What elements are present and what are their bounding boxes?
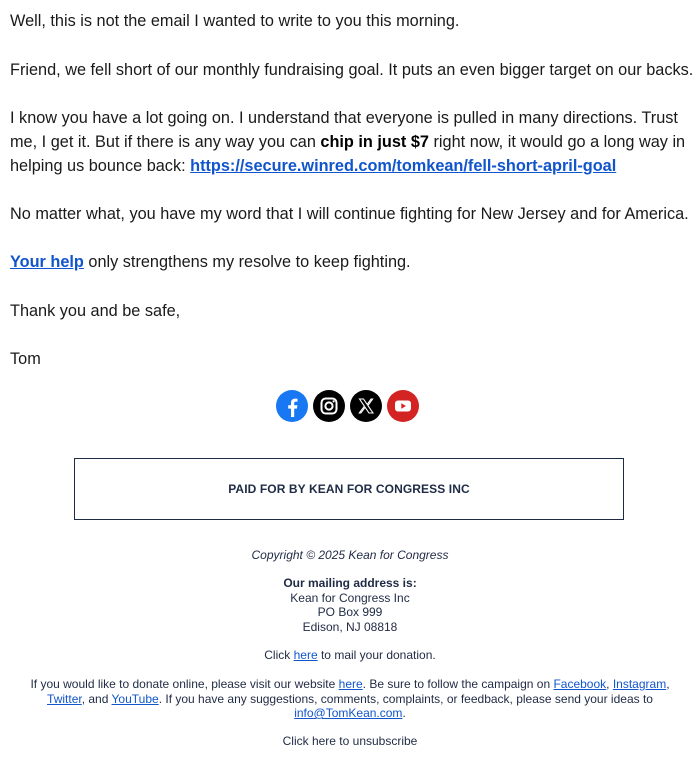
facebook-icon[interactable] bbox=[276, 390, 308, 424]
twitter-link[interactable]: Twitter bbox=[47, 691, 82, 706]
signature-name: Tom bbox=[10, 350, 41, 368]
ask-text-mid: right now, it would go a long way in helping us bounce back: bbox=[10, 133, 686, 175]
copyright: Copyright © 2025 Kean for Congress bbox=[251, 548, 449, 562]
unsubscribe-link[interactable]: Click here to unsubscribe bbox=[282, 734, 418, 748]
x-twitter-icon[interactable] bbox=[350, 390, 382, 424]
help-text: only strengthens my resolve to keep fighting. bbox=[83, 253, 411, 271]
youtube-icon[interactable] bbox=[387, 390, 419, 424]
mail-donation-note: Click here to mail your donation. bbox=[264, 648, 436, 662]
donate-online-note: If you would like to donate online, please visit our website here. Be sure to follow the campaign on Facebook, Instagram, Twitter, and YouTube. If you have any suggestions, comments, complaints, or feedback, please send your ideas to info@TomKean.com. bbox=[30, 677, 670, 720]
paid-for-disclaimer bbox=[74, 458, 624, 520]
social-links bbox=[276, 390, 424, 424]
ask-text-start: I know you have a lot going on. I understand that everyone is pulled in many directions. Trust me, I get it. But if there is any way you can bbox=[10, 109, 678, 151]
mailing-address bbox=[0, 576, 700, 634]
paid-for-text: PAID FOR BY KEAN FOR CONGRESS INC bbox=[228, 482, 470, 496]
website-link[interactable]: here bbox=[338, 677, 363, 691]
paragraph-fell-short: Friend, we fell short of our monthly fundraising goal. It puts an even bigger target on our backs. bbox=[10, 61, 694, 79]
mailing-label: Our mailing address is: bbox=[283, 576, 417, 590]
instagram-link[interactable]: Instagram bbox=[612, 677, 667, 691]
youtube-link[interactable]: YouTube bbox=[111, 691, 159, 706]
ask-amount: chip in just $7 bbox=[320, 133, 429, 151]
paragraph-promise: No matter what, you have my word that I will continue fighting for New Jersey and for America. bbox=[10, 205, 689, 223]
donate-link[interactable]: https://secure.winred.com/tomkean/fell-short-april-goal bbox=[190, 157, 617, 175]
instagram-icon[interactable] bbox=[313, 390, 345, 424]
paragraph-help bbox=[10, 250, 411, 274]
address-line: PO Box 999 bbox=[317, 605, 383, 619]
your-help-link[interactable]: Your help bbox=[10, 253, 84, 271]
sign-off: Thank you and be safe, bbox=[10, 302, 181, 320]
paragraph-intro: Well, this is not the email I wanted to write to you this morning. bbox=[10, 12, 460, 30]
address-line: Edison, NJ 08818 bbox=[302, 619, 398, 634]
facebook-link[interactable]: Facebook bbox=[553, 677, 607, 691]
address-line: Kean for Congress Inc bbox=[290, 590, 410, 605]
paragraph-ask bbox=[10, 106, 690, 178]
mail-donation-link[interactable]: here bbox=[293, 648, 318, 662]
contact-email-link[interactable]: info@TomKean.com bbox=[294, 706, 403, 720]
